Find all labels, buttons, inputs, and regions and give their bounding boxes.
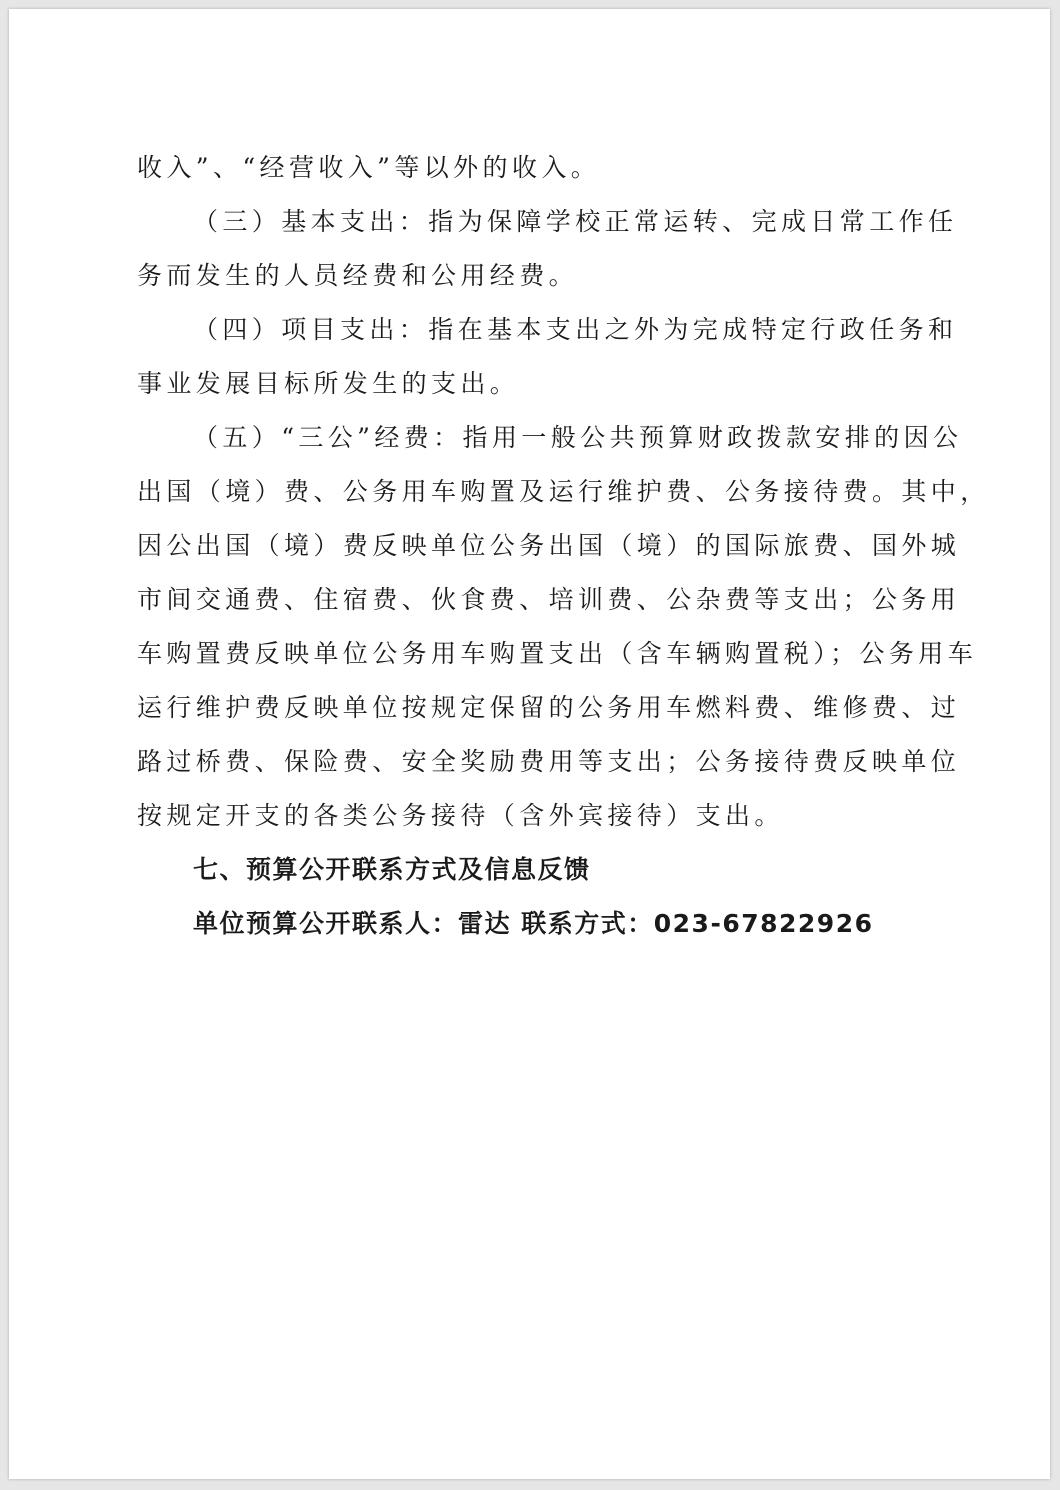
- paragraph-line: 因公出国（境）费反映单位公务出国（境）的国际旅费、国外城: [137, 531, 961, 560]
- document-page: [9, 9, 1050, 1479]
- contact-name: 雷达: [458, 909, 512, 938]
- paragraph-line: 收入”、“经营收入”等以外的收入。: [137, 153, 601, 182]
- contact-line: [137, 897, 929, 951]
- paragraph-line: （三）基本支出：指为保障学校正常运转、完成日常工作任: [193, 207, 958, 236]
- paragraph-line: 事业发展目标所发生的支出。: [137, 369, 520, 398]
- paragraph-line: （四）项目支出：指在基本支出之外为完成特定行政任务和: [193, 315, 958, 344]
- paragraph-line: 按规定开支的各类公务接待（含外宾接待）支出。: [137, 801, 784, 830]
- paragraph-line: 市间交通费、住宿费、伙食费、培训费、公杂费等支出；公务用: [137, 585, 961, 614]
- paragraph-line: 务而发生的人员经费和公用经费。: [137, 261, 579, 290]
- paragraph-line: 出国（境）费、公务用车购置及运行维护费、公务接待费。其中，: [137, 477, 990, 506]
- paragraph-line: 运行维护费反映单位按规定保留的公务用车燃料费、维修费、过: [137, 693, 961, 722]
- paragraph-line: （五）“三公”经费：指用一般公共预算财政拨款安排的因公: [193, 423, 963, 452]
- paragraph-line: 车购置费反映单位公务用车购置支出（含车辆购置税）；公务用车: [137, 639, 978, 668]
- contact-phone: 023-67822926: [653, 909, 874, 938]
- section-heading: 七、预算公开联系方式及信息反馈: [193, 855, 591, 884]
- contact-label: 单位预算公开联系人：: [193, 909, 459, 938]
- paragraph-line: 路过桥费、保险费、安全奖励费用等支出；公务接待费反映单位: [137, 747, 961, 776]
- document-body: [137, 141, 990, 951]
- contact-phone-label: 联系方式：: [521, 909, 654, 938]
